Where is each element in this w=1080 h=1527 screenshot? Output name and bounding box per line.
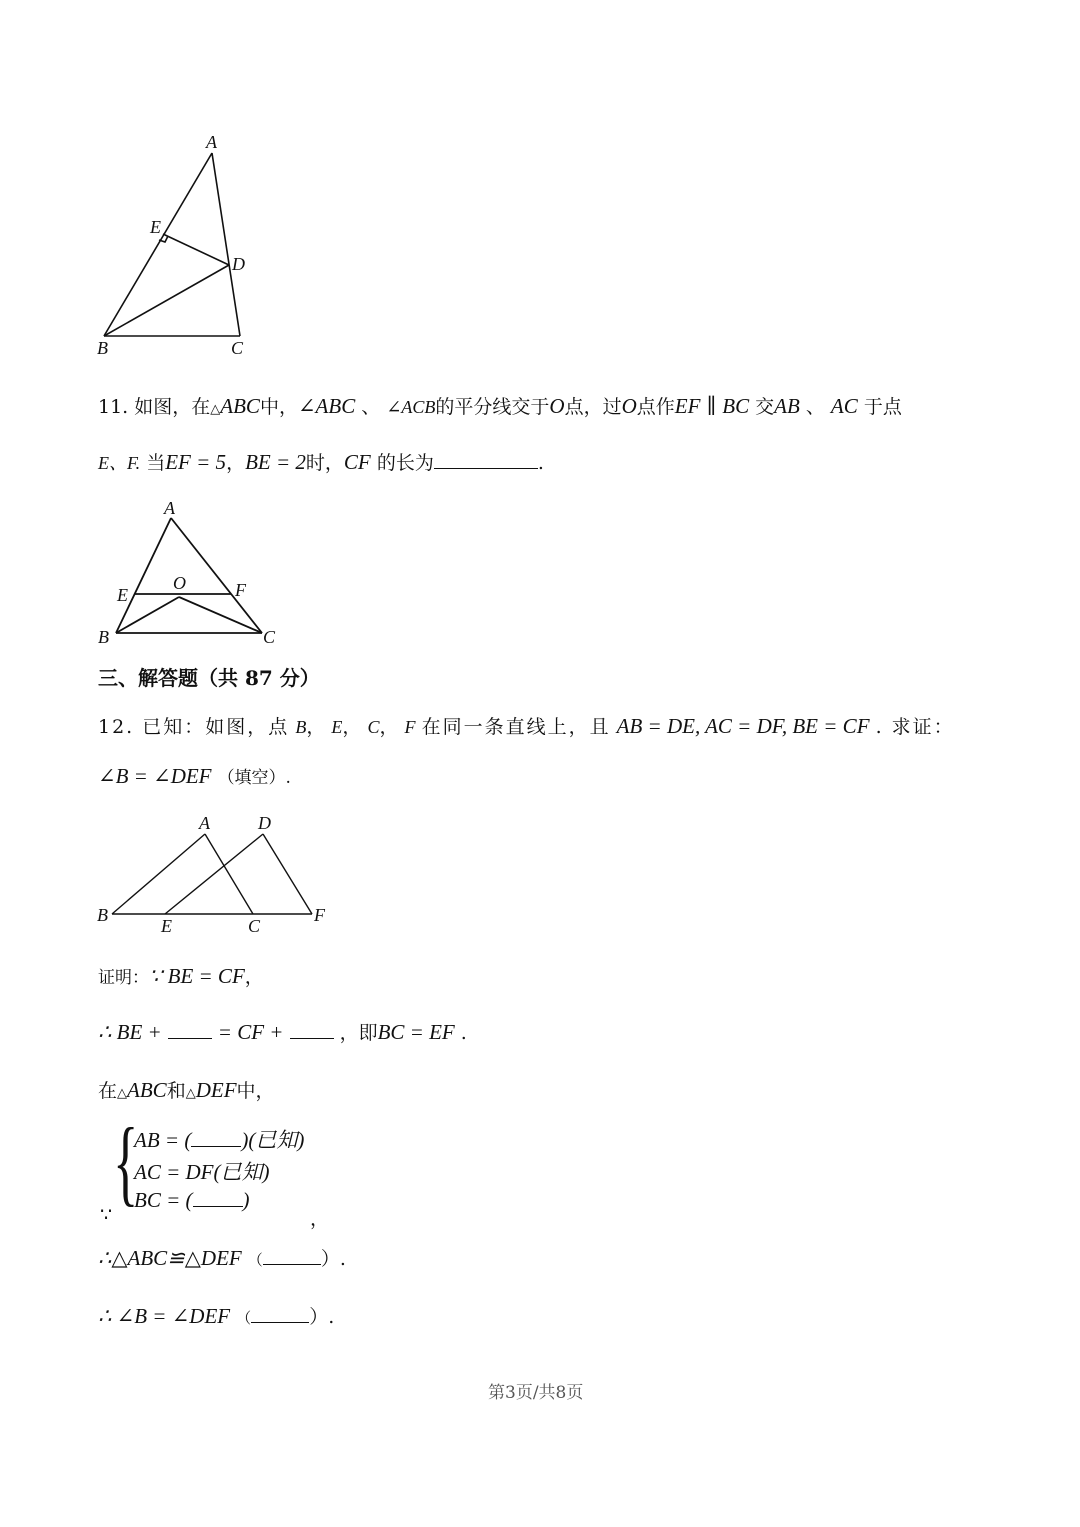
system-comma: ， xyxy=(310,1208,330,1230)
q11-line2: E、F. 当EF = 5，BE = 2时，CF 的长为 . xyxy=(98,450,544,474)
goal-statement: ∠B = ∠DEF xyxy=(98,764,212,788)
label-d: D xyxy=(232,254,245,274)
segment-ed xyxy=(165,834,263,914)
proof-line6: ∴ ∠B = ∠DEF （ ）. xyxy=(98,1304,335,1328)
q12-line2: ∠B = ∠DEF （填空）. xyxy=(98,764,291,788)
answer-blank[interactable] xyxy=(193,1188,243,1207)
system-line3: BC = ( ) xyxy=(134,1188,250,1212)
label-a: A xyxy=(206,132,217,152)
answer-blank[interactable] xyxy=(434,450,538,469)
label-c: C xyxy=(248,916,261,936)
segment-bd xyxy=(104,265,229,336)
small-triangle-symbol: △ xyxy=(210,402,221,417)
proof-line2: ∴ BE + = CF + ，即BC = EF . xyxy=(98,1020,467,1044)
label-b: B xyxy=(98,627,109,647)
triangle-abc: ABC xyxy=(220,394,260,418)
q11-number: 11. 如图，在 xyxy=(98,396,211,418)
label-b: B xyxy=(97,338,108,358)
q12-number: 12. 已知：如图，点 xyxy=(98,716,290,738)
angle-abc: ∠ABC xyxy=(297,394,356,418)
label-b: B xyxy=(97,905,108,925)
label-f: F xyxy=(314,905,325,925)
system-line1: AB = ( )(已知) xyxy=(134,1128,305,1152)
left-brace: { xyxy=(113,1108,139,1215)
segment-ab xyxy=(104,153,212,336)
segment-df xyxy=(263,834,312,914)
segment-ed xyxy=(163,234,229,265)
answer-blank[interactable] xyxy=(168,1020,212,1039)
system-line2: AC = DF(已知) xyxy=(134,1160,270,1184)
label-c: C xyxy=(231,338,244,358)
triangle-figure-abd xyxy=(90,125,270,365)
segment-co xyxy=(179,597,262,633)
proof-line5: ∴△ABC≌△DEF （ ）. xyxy=(98,1246,346,1270)
q11-line1: 11. 如图，在△ABC中，∠ABC 、 ∠ACB的平分线交于O点，过O点作EF ∥ BC 交AB 、 AC 于点 xyxy=(98,394,902,418)
answer-blank[interactable] xyxy=(290,1020,334,1039)
label-d: D xyxy=(258,813,271,833)
triangle-figure-ofe xyxy=(90,495,290,650)
label-o: O xyxy=(173,573,186,593)
label-e: E xyxy=(161,916,172,936)
answer-blank[interactable] xyxy=(251,1304,309,1323)
label-c: C xyxy=(263,627,276,647)
overlapping-triangles-figure xyxy=(90,808,340,938)
because-symbol: ∵ xyxy=(100,1204,113,1226)
proof-line1: 证明：∵ BE = CF， xyxy=(98,964,264,988)
q12-line1: 12. 已知：如图，点 B， E， C， F 在同一条直线上，且 AB = DE, AC = DF, BE = CF . 求证： xyxy=(98,714,955,738)
label-e: E xyxy=(150,217,161,237)
label-a: A xyxy=(199,813,210,833)
answer-blank[interactable] xyxy=(263,1246,321,1265)
label-a: A xyxy=(164,498,175,518)
segment-ac xyxy=(205,834,253,914)
segment-ba xyxy=(112,834,205,914)
label-e: E xyxy=(117,585,128,605)
section-heading: 三、解答题（共 87 分） xyxy=(98,666,320,690)
angle-acb: ∠ACB xyxy=(386,397,436,417)
label-f: F xyxy=(235,580,246,600)
segment-ac xyxy=(212,153,240,336)
answer-blank[interactable] xyxy=(191,1128,241,1147)
page-footer: 第3页/共8页 xyxy=(488,1383,584,1403)
given-conditions: AB = DE, AC = DF, BE = CF xyxy=(616,714,870,738)
segment-ab xyxy=(116,518,171,633)
proof-line3: 在△ABC和△DEF中， xyxy=(98,1078,275,1102)
